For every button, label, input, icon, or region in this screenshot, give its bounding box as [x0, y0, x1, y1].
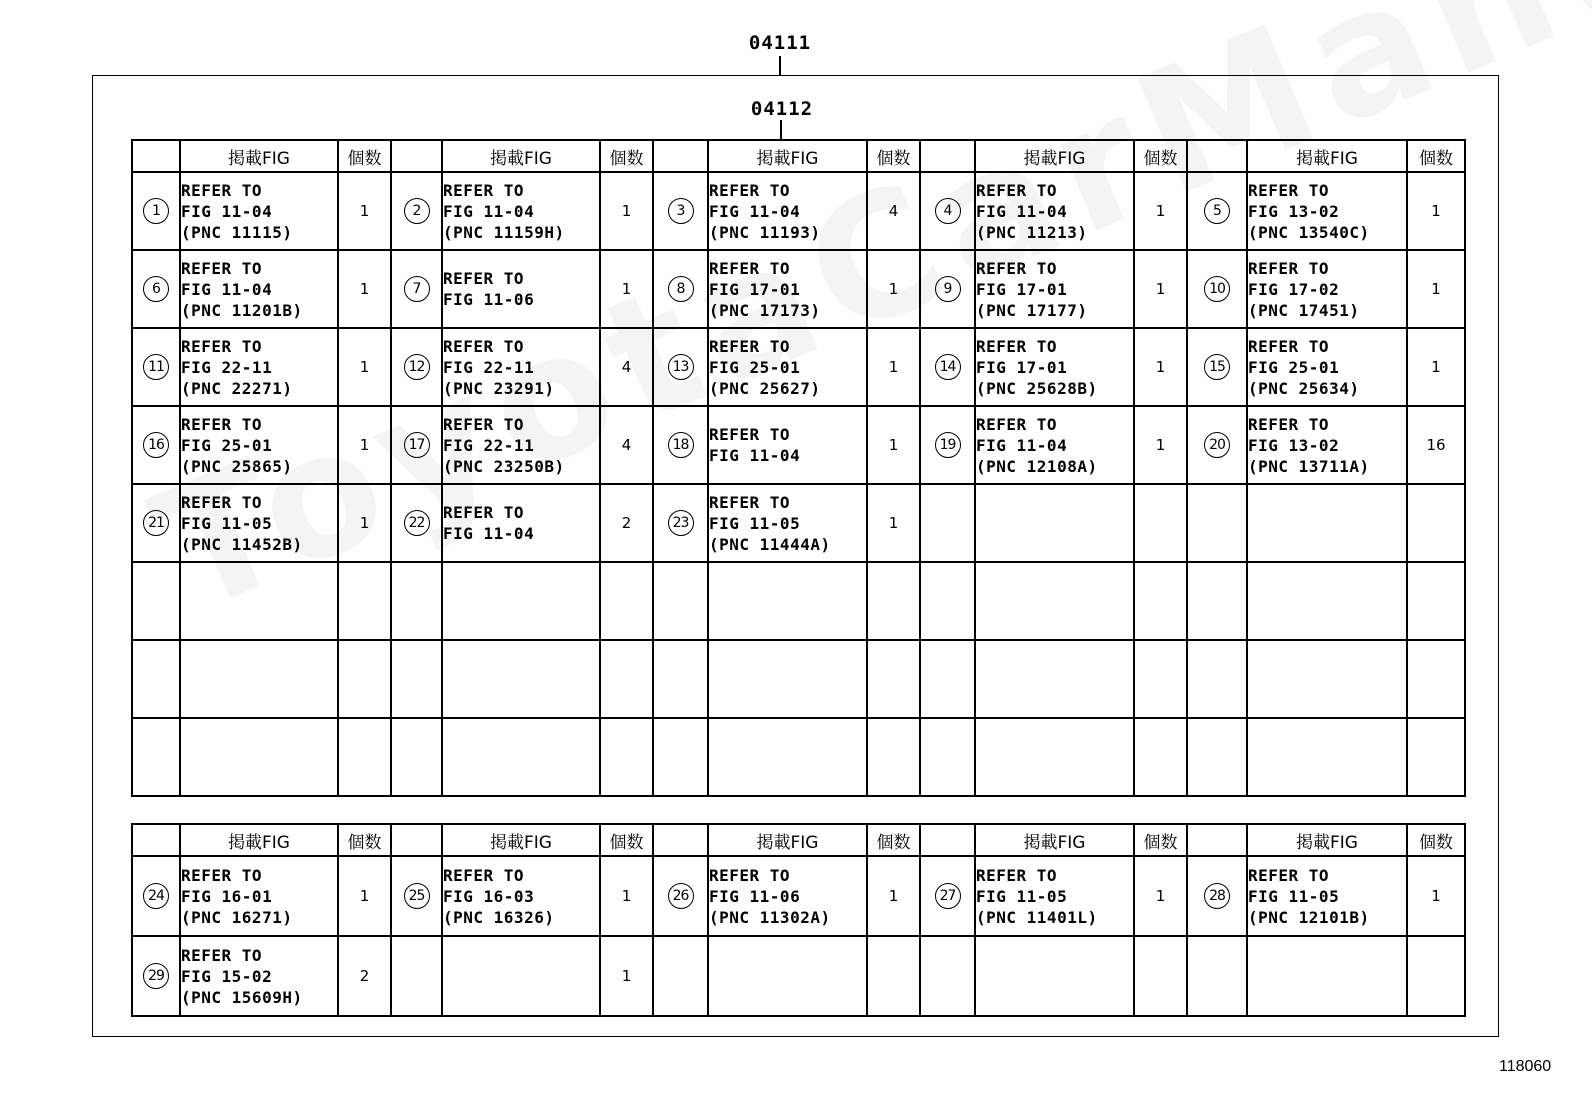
item-number-cell [132, 172, 180, 250]
item-number-cell [132, 640, 180, 718]
fig-reference-cell: REFER TO FIG 11-04 (PNC 11159H) [442, 172, 600, 250]
quantity-cell [867, 562, 920, 640]
item-number-circle: 18 [668, 432, 694, 458]
header-fig: 掲載FIG [1247, 824, 1407, 856]
fig-reference-cell [180, 640, 338, 718]
quantity-cell: 16 [1407, 406, 1465, 484]
top-code-label: 04111 [748, 32, 812, 54]
quantity-cell [1407, 640, 1465, 718]
item-number-cell [391, 856, 442, 936]
item-number-cell [1187, 406, 1247, 484]
item-number-circle: 26 [668, 883, 694, 909]
item-number-cell [653, 856, 708, 936]
item-number-cell [1187, 250, 1247, 328]
fig-reference-cell: REFER TO FIG 25-01 (PNC 25627) [708, 328, 867, 406]
item-number-circle: 4 [935, 198, 961, 224]
fig-reference-cell [708, 640, 867, 718]
item-number-cell [132, 856, 180, 936]
table-header-row [132, 140, 1465, 172]
header-qty: 個数 [338, 140, 391, 172]
item-number-cell [391, 406, 442, 484]
fig-reference-cell: REFER TO FIG 22-11 (PNC 23291) [442, 328, 600, 406]
item-number-cell [391, 640, 442, 718]
header-number-cell [391, 140, 442, 172]
item-number-cell [1187, 328, 1247, 406]
quantity-cell [867, 718, 920, 796]
item-number-cell [132, 936, 180, 1016]
quantity-cell: 1 [338, 856, 391, 936]
item-number-cell [391, 172, 442, 250]
header-fig: 掲載FIG [442, 824, 600, 856]
item-number-cell [1187, 640, 1247, 718]
header-number-cell [920, 140, 975, 172]
table-row [132, 406, 1465, 484]
quantity-cell: 1 [600, 172, 653, 250]
fig-reference-cell [975, 936, 1134, 1016]
quantity-cell [338, 640, 391, 718]
fig-reference-cell: REFER TO FIG 11-04 (PNC 11213) [975, 172, 1134, 250]
item-number-cell [920, 484, 975, 562]
fig-reference-cell [1247, 936, 1407, 1016]
fig-reference-cell [975, 562, 1134, 640]
header-number-cell [132, 824, 180, 856]
quantity-cell: 2 [600, 484, 653, 562]
header-fig: 掲載FIG [975, 140, 1134, 172]
item-number-circle: 21 [143, 510, 169, 536]
item-number-circle: 28 [1204, 883, 1230, 909]
item-number-cell [653, 172, 708, 250]
item-number-cell [1187, 172, 1247, 250]
item-number-circle: 14 [935, 354, 961, 380]
fig-reference-cell: REFER TO FIG 11-06 (PNC 11302A) [708, 856, 867, 936]
fig-reference-cell [180, 562, 338, 640]
table-row [132, 718, 1465, 796]
table-header-row [132, 824, 1465, 856]
header-qty: 個数 [867, 824, 920, 856]
item-number-circle: 7 [404, 276, 430, 302]
fig-reference-cell: REFER TO FIG 13-02 (PNC 13540C) [1247, 172, 1407, 250]
item-number-cell [920, 406, 975, 484]
quantity-cell [1134, 484, 1187, 562]
header-qty: 個数 [1407, 824, 1465, 856]
table-row [132, 172, 1465, 250]
table-row [132, 484, 1465, 562]
item-number-circle: 17 [404, 432, 430, 458]
item-number-cell [132, 562, 180, 640]
item-number-cell [920, 718, 975, 796]
quantity-cell [1407, 562, 1465, 640]
item-number-cell [1187, 562, 1247, 640]
header-qty: 個数 [1134, 824, 1187, 856]
item-number-circle: 25 [404, 883, 430, 909]
fig-reference-cell: REFER TO FIG 11-04 (PNC 12108A) [975, 406, 1134, 484]
fig-reference-cell [442, 718, 600, 796]
item-number-circle: 8 [668, 276, 694, 302]
item-number-circle: 19 [935, 432, 961, 458]
header-number-cell [920, 824, 975, 856]
header-fig: 掲載FIG [708, 824, 867, 856]
item-number-circle: 5 [1204, 198, 1230, 224]
quantity-cell: 4 [867, 172, 920, 250]
fig-reference-cell: REFER TO FIG 11-05 (PNC 11452B) [180, 484, 338, 562]
fig-reference-cell [708, 718, 867, 796]
inner-connector-line [780, 120, 782, 139]
item-number-circle: 1 [143, 198, 169, 224]
fig-reference-cell: REFER TO FIG 16-01 (PNC 16271) [180, 856, 338, 936]
item-number-cell [653, 640, 708, 718]
fig-reference-cell: REFER TO FIG 11-05 (PNC 11444A) [708, 484, 867, 562]
item-number-circle: 2 [404, 198, 430, 224]
item-number-cell [920, 936, 975, 1016]
table-row [132, 936, 1465, 1016]
quantity-cell: 1 [1134, 406, 1187, 484]
item-number-cell [391, 484, 442, 562]
header-number-cell [1187, 824, 1247, 856]
quantity-cell: 1 [1407, 250, 1465, 328]
fig-reference-cell [708, 562, 867, 640]
figure-id: 118060 [1499, 1058, 1552, 1075]
item-number-circle: 16 [143, 432, 169, 458]
secondary-parts-table [131, 823, 1466, 1017]
header-number-cell [1187, 140, 1247, 172]
fig-reference-cell: REFER TO FIG 25-01 (PNC 25865) [180, 406, 338, 484]
item-number-cell [1187, 856, 1247, 936]
quantity-cell: 1 [867, 250, 920, 328]
fig-reference-cell [1247, 640, 1407, 718]
item-number-cell [653, 328, 708, 406]
quantity-cell [338, 562, 391, 640]
header-fig: 掲載FIG [180, 824, 338, 856]
fig-reference-cell: REFER TO FIG 17-01 (PNC 17173) [708, 250, 867, 328]
quantity-cell: 1 [1134, 856, 1187, 936]
fig-reference-cell [975, 718, 1134, 796]
item-number-cell [920, 172, 975, 250]
table-row [132, 328, 1465, 406]
item-number-circle: 27 [935, 883, 961, 909]
item-number-circle: 11 [143, 354, 169, 380]
quantity-cell: 1 [867, 328, 920, 406]
item-number-cell [920, 562, 975, 640]
item-number-cell [1187, 936, 1247, 1016]
table-row [132, 250, 1465, 328]
header-number-cell [653, 140, 708, 172]
quantity-cell [600, 718, 653, 796]
item-number-cell [132, 406, 180, 484]
item-number-cell [653, 562, 708, 640]
fig-reference-cell: REFER TO FIG 17-02 (PNC 17451) [1247, 250, 1407, 328]
fig-reference-cell [1247, 718, 1407, 796]
header-number-cell [653, 824, 708, 856]
quantity-cell: 1 [867, 856, 920, 936]
fig-reference-cell [975, 640, 1134, 718]
fig-reference-cell: REFER TO FIG 11-04 [708, 406, 867, 484]
item-number-cell [653, 936, 708, 1016]
fig-reference-cell [442, 562, 600, 640]
item-number-cell [391, 562, 442, 640]
header-qty: 個数 [1134, 140, 1187, 172]
quantity-cell: 1 [1407, 172, 1465, 250]
fig-reference-cell: REFER TO FIG 11-06 [442, 250, 600, 328]
top-connector-line [779, 56, 781, 76]
item-number-circle: 10 [1204, 276, 1230, 302]
item-number-cell [920, 250, 975, 328]
item-number-cell [391, 718, 442, 796]
fig-reference-cell: REFER TO FIG 11-04 (PNC 11201B) [180, 250, 338, 328]
fig-reference-cell [442, 936, 600, 1016]
fig-reference-cell: REFER TO FIG 17-01 (PNC 17177) [975, 250, 1134, 328]
item-number-cell [920, 640, 975, 718]
quantity-cell: 1 [867, 484, 920, 562]
table-row [132, 856, 1465, 936]
header-qty: 個数 [867, 140, 920, 172]
quantity-cell: 2 [338, 936, 391, 1016]
fig-reference-cell [975, 484, 1134, 562]
item-number-cell [132, 250, 180, 328]
item-number-circle: 3 [668, 198, 694, 224]
item-number-circle: 12 [404, 354, 430, 380]
quantity-cell: 1 [338, 406, 391, 484]
fig-reference-cell [708, 936, 867, 1016]
fig-reference-cell: REFER TO FIG 11-04 [442, 484, 600, 562]
quantity-cell: 4 [600, 328, 653, 406]
table-row [132, 640, 1465, 718]
quantity-cell [338, 718, 391, 796]
header-qty: 個数 [600, 140, 653, 172]
item-number-cell [920, 328, 975, 406]
quantity-cell [867, 936, 920, 1016]
quantity-cell [867, 640, 920, 718]
header-qty: 個数 [1407, 140, 1465, 172]
header-number-cell [132, 140, 180, 172]
quantity-cell [1134, 936, 1187, 1016]
inner-code-label: 04112 [750, 98, 814, 120]
fig-reference-cell: REFER TO FIG 11-05 (PNC 11401L) [975, 856, 1134, 936]
item-number-cell [920, 856, 975, 936]
item-number-circle: 9 [935, 276, 961, 302]
fig-reference-cell: REFER TO FIG 22-11 (PNC 23250B) [442, 406, 600, 484]
header-fig: 掲載FIG [1247, 140, 1407, 172]
quantity-cell [1407, 484, 1465, 562]
quantity-cell: 1 [867, 406, 920, 484]
quantity-cell: 1 [1134, 328, 1187, 406]
quantity-cell: 1 [600, 936, 653, 1016]
quantity-cell [1407, 936, 1465, 1016]
header-number-cell [391, 824, 442, 856]
item-number-cell [653, 718, 708, 796]
fig-reference-cell: REFER TO FIG 11-04 (PNC 11193) [708, 172, 867, 250]
fig-reference-cell: REFER TO FIG 11-04 (PNC 11115) [180, 172, 338, 250]
item-number-circle: 13 [668, 354, 694, 380]
item-number-cell [132, 484, 180, 562]
item-number-circle: 29 [143, 963, 169, 989]
item-number-cell [391, 936, 442, 1016]
quantity-cell: 1 [338, 328, 391, 406]
item-number-circle: 20 [1204, 432, 1230, 458]
quantity-cell: 1 [600, 856, 653, 936]
item-number-cell [1187, 484, 1247, 562]
fig-reference-cell: REFER TO FIG 15-02 (PNC 15609H) [180, 936, 338, 1016]
quantity-cell [600, 562, 653, 640]
quantity-cell [600, 640, 653, 718]
table-row [132, 562, 1465, 640]
item-number-circle: 15 [1204, 354, 1230, 380]
quantity-cell: 1 [1407, 328, 1465, 406]
quantity-cell: 1 [338, 484, 391, 562]
quantity-cell: 1 [600, 250, 653, 328]
quantity-cell: 4 [600, 406, 653, 484]
fig-reference-cell: REFER TO FIG 22-11 (PNC 22271) [180, 328, 338, 406]
item-number-cell [653, 250, 708, 328]
item-number-circle: 23 [668, 510, 694, 536]
quantity-cell: 1 [338, 172, 391, 250]
item-number-cell [653, 484, 708, 562]
item-number-circle: 24 [143, 883, 169, 909]
item-number-cell [1187, 718, 1247, 796]
item-number-circle: 22 [404, 510, 430, 536]
fig-reference-cell: REFER TO FIG 13-02 (PNC 13711A) [1247, 406, 1407, 484]
quantity-cell [1407, 718, 1465, 796]
header-fig: 掲載FIG [180, 140, 338, 172]
quantity-cell: 1 [1407, 856, 1465, 936]
fig-reference-cell: REFER TO FIG 11-05 (PNC 12101B) [1247, 856, 1407, 936]
fig-reference-cell: REFER TO FIG 16-03 (PNC 16326) [442, 856, 600, 936]
quantity-cell: 1 [338, 250, 391, 328]
main-parts-table [131, 139, 1466, 797]
quantity-cell [1134, 562, 1187, 640]
quantity-cell [1134, 718, 1187, 796]
header-fig: 掲載FIG [975, 824, 1134, 856]
header-qty: 個数 [600, 824, 653, 856]
fig-reference-cell [1247, 562, 1407, 640]
quantity-cell: 1 [1134, 172, 1187, 250]
quantity-cell [1134, 640, 1187, 718]
fig-reference-cell: REFER TO FIG 25-01 (PNC 25634) [1247, 328, 1407, 406]
item-number-circle: 6 [143, 276, 169, 302]
header-qty: 個数 [338, 824, 391, 856]
item-number-cell [653, 406, 708, 484]
header-fig: 掲載FIG [442, 140, 600, 172]
header-fig: 掲載FIG [708, 140, 867, 172]
item-number-cell [132, 328, 180, 406]
fig-reference-cell: REFER TO FIG 17-01 (PNC 25628B) [975, 328, 1134, 406]
fig-reference-cell [442, 640, 600, 718]
quantity-cell: 1 [1134, 250, 1187, 328]
fig-reference-cell [1247, 484, 1407, 562]
item-number-cell [391, 250, 442, 328]
item-number-cell [132, 718, 180, 796]
fig-reference-cell [180, 718, 338, 796]
item-number-cell [391, 328, 442, 406]
